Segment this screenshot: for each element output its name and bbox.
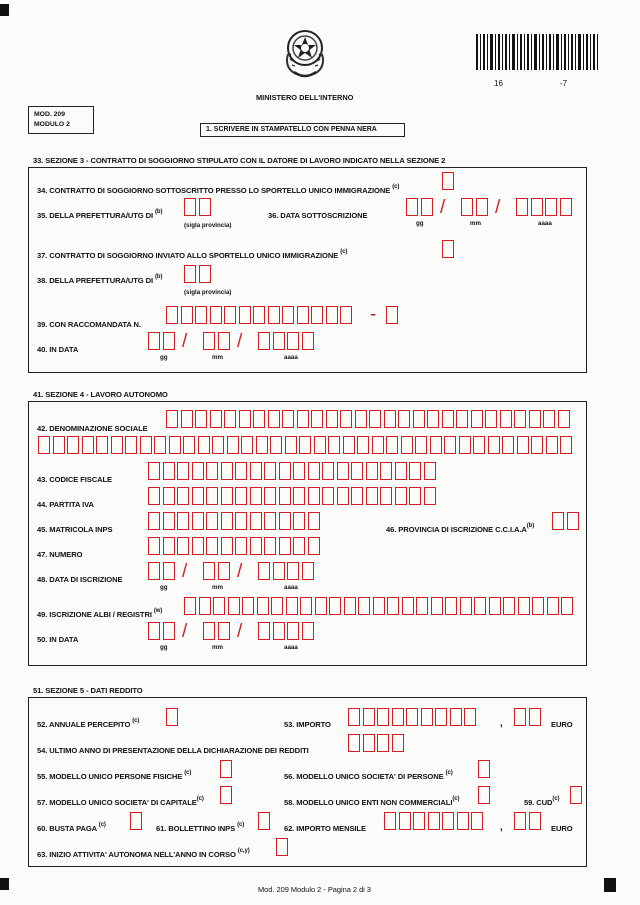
field-61-checkbox[interactable] <box>258 812 273 830</box>
instruction-text: 1. SCRIVERE IN STAMPATELLO CON PENNA NERA <box>206 126 377 133</box>
field-34-checkbox[interactable] <box>442 172 457 190</box>
field-36-day-boxes[interactable] <box>406 198 435 216</box>
field-50-month-boxes[interactable] <box>203 622 232 640</box>
field-36-month-boxes[interactable] <box>461 198 490 216</box>
field-53-decimal-boxes[interactable] <box>514 708 543 726</box>
field-55-label: 55. MODELLO UNICO PERSONE FISICHE $^{(c)}$ <box>37 770 192 781</box>
field-36-mm: mm <box>470 220 482 227</box>
field-40-year-boxes[interactable] <box>258 332 316 350</box>
ministry-name: MINISTERO DELL'INTERNO <box>256 93 354 102</box>
field-35-province-boxes[interactable] <box>184 198 213 216</box>
field-48-sep2: / <box>237 561 243 582</box>
field-34-label: 34. CONTRATTO DI SOGGIORNO SOTTOSCRITTO PRESSO LO SPORTELLO UNICO IMMIGRAZIONE $^{(c)}$ <box>37 184 400 195</box>
field-48-month-boxes[interactable] <box>203 562 232 580</box>
field-50-mm: mm <box>212 644 224 651</box>
field-58-checkbox[interactable] <box>478 786 493 804</box>
field-37-label: 37. CONTRATTO DI SOGGIORNO INVIATO ALLO SPORTELLO UNICO IMMIGRAZIONE $^{(c)}$ <box>37 249 348 260</box>
field-53-comma: , <box>500 718 503 729</box>
field-36-sep1: / <box>440 197 446 218</box>
field-50-year-boxes[interactable] <box>258 622 316 640</box>
field-50-sep1: / <box>182 621 188 642</box>
field-54-year-boxes[interactable] <box>348 734 406 752</box>
form-code-box <box>28 106 94 134</box>
section5-title: 51. SEZIONE 5 - DATI REDDITO <box>33 686 143 695</box>
field-53-euro: EURO <box>551 720 573 729</box>
registration-mark-bottom-right <box>604 878 616 892</box>
field-62-label: 62. IMPORTO MENSILE <box>284 824 366 833</box>
field-55-checkbox[interactable] <box>220 760 235 778</box>
field-63-label: 63. INIZIO ATTIVITA' AUTONOMA NELL'ANNO IN CORSO $^{(c,y)}$ <box>37 848 250 859</box>
field-60-label: 60. BUSTA PAGA $^{(c)}$ <box>37 822 106 833</box>
field-42-line2-boxes[interactable] <box>38 436 575 454</box>
instruction-box <box>200 123 405 137</box>
field-50-day-boxes[interactable] <box>148 622 177 640</box>
field-39-number-boxes[interactable] <box>166 306 355 324</box>
field-40-label: 40. IN DATA <box>37 345 79 354</box>
field-48-mm: mm <box>212 584 224 591</box>
field-39-check-box[interactable] <box>386 306 401 324</box>
field-39-dash: - <box>370 304 377 325</box>
field-61-label: 61. BOLLETTINO INPS $^{(c)}$ <box>156 822 245 833</box>
field-42-line1-boxes[interactable] <box>166 410 572 428</box>
field-36-year-boxes[interactable] <box>516 198 574 216</box>
barcode-number-left: 16 <box>494 79 503 88</box>
page-footer: Mod. 209 Modulo 2 - Pagina 2 di 3 <box>258 885 371 894</box>
form-code-line2: MODULO 2 <box>34 121 70 128</box>
field-38-province-boxes[interactable] <box>184 265 213 283</box>
field-58-label: 58. MODELLO UNICO ENTI NON COMMERCIALI$^{(c)}$ <box>284 796 460 807</box>
field-35-label: 35. DELLA PREFETTURA/UTG DI $^{(b)}$ <box>37 209 163 220</box>
field-48-sep1: / <box>182 561 188 582</box>
field-54-label: 54. ULTIMO ANNO DI PRESENTAZIONE DELLA DICHIARAZIONE DEI REDDITI <box>37 746 309 755</box>
field-40-month-boxes[interactable] <box>203 332 232 350</box>
field-35-hint: (sigla provincia) <box>184 222 232 229</box>
field-36-aaaa: aaaa <box>538 220 552 227</box>
field-42-label: 42. DENOMINAZIONE SOCIALE <box>37 424 148 433</box>
field-59-checkbox[interactable] <box>570 786 585 804</box>
field-50-aaaa: aaaa <box>284 644 298 651</box>
field-46-province-boxes[interactable] <box>552 512 581 530</box>
field-62-euro: EURO <box>551 824 573 833</box>
field-40-sep1: / <box>182 331 188 352</box>
field-59-label: 59. CUD$^{(c)}$ <box>524 796 560 807</box>
field-50-label: 50. IN DATA <box>37 635 79 644</box>
field-43-boxes[interactable] <box>148 462 438 480</box>
field-48-aaaa: aaaa <box>284 584 298 591</box>
field-56-label: 56. MODELLO UNICO SOCIETA' DI PERSONE $^{(c)}$ <box>284 770 453 781</box>
field-40-day-boxes[interactable] <box>148 332 177 350</box>
form-code-line1: MOD. 209 <box>34 111 65 118</box>
section4-title: 41. SEZIONE 4 - LAVORO AUTONOMO <box>33 390 168 399</box>
field-40-sep2: / <box>237 331 243 352</box>
field-46-label: 46. PROVINCIA DI ISCRIZIONE $C.C.I.A.A^{(b)}$ <box>386 523 535 534</box>
field-37-checkbox[interactable] <box>442 240 457 258</box>
field-45-boxes[interactable] <box>148 512 322 530</box>
field-44-label: 44. PARTITA IVA <box>37 500 94 509</box>
field-63-checkbox[interactable] <box>276 838 291 856</box>
field-62-integer-boxes[interactable] <box>384 812 486 830</box>
field-52-label: 52. ANNUALE PERCEPITO $^{(c)}$ <box>37 718 140 729</box>
italian-republic-emblem-icon <box>282 24 328 80</box>
field-45-label: 45. MATRICOLA INPS <box>37 525 113 534</box>
field-40-aaaa: aaaa <box>284 354 298 361</box>
field-39-label: 39. CON RACCOMANDATA N. <box>37 320 141 329</box>
field-43-label: 43. CODICE FISCALE <box>37 475 112 484</box>
field-60-checkbox[interactable] <box>130 812 145 830</box>
field-44-boxes[interactable] <box>148 487 438 505</box>
field-38-label: 38. DELLA PREFETTURA/UTG DI $^{(b)}$ <box>37 274 163 285</box>
field-49-label: 49. ISCRIZIONE ALBI / REGISTRI $^{(w)}$ <box>37 608 163 619</box>
field-53-integer-boxes[interactable] <box>348 708 479 726</box>
registration-mark-bottom-left <box>0 878 9 890</box>
field-57-label: 57. MODELLO UNICO SOCIETA' DI CAPITALE$^{(c)}$ <box>37 796 204 807</box>
field-52-checkbox[interactable] <box>166 708 181 726</box>
registration-mark-top-left <box>0 4 9 16</box>
field-38-hint: (sigla provincia) <box>184 289 232 296</box>
field-36-label: 36. DATA SOTTOSCRIZIONE <box>268 211 368 220</box>
field-40-mm: mm <box>212 354 224 361</box>
field-47-label: 47. NUMERO <box>37 550 83 559</box>
field-50-sep2: / <box>237 621 243 642</box>
field-49-boxes[interactable] <box>184 597 576 615</box>
field-62-decimal-boxes[interactable] <box>514 812 543 830</box>
field-48-day-boxes[interactable] <box>148 562 177 580</box>
field-57-checkbox[interactable] <box>220 786 235 804</box>
field-36-gg: gg <box>416 220 424 227</box>
field-50-gg: gg <box>160 644 168 651</box>
field-62-comma: , <box>500 822 503 833</box>
section3-title: 33. SEZIONE 3 - CONTRATTO DI SOGGIORNO STIPULATO CON IL DATORE DI LAVORO INDICATO NELLA SEZIONE 2 <box>33 156 446 165</box>
field-36-sep2: / <box>495 197 501 218</box>
field-48-year-boxes[interactable] <box>258 562 316 580</box>
barcode-number-right: -7 <box>560 79 568 88</box>
field-53-label: 53. IMPORTO <box>284 720 331 729</box>
field-56-checkbox[interactable] <box>478 760 493 778</box>
field-47-boxes[interactable] <box>148 537 322 555</box>
barcode <box>476 34 600 70</box>
field-40-gg: gg <box>160 354 168 361</box>
field-48-gg: gg <box>160 584 168 591</box>
field-48-label: 48. DATA DI ISCRIZIONE <box>37 575 123 584</box>
